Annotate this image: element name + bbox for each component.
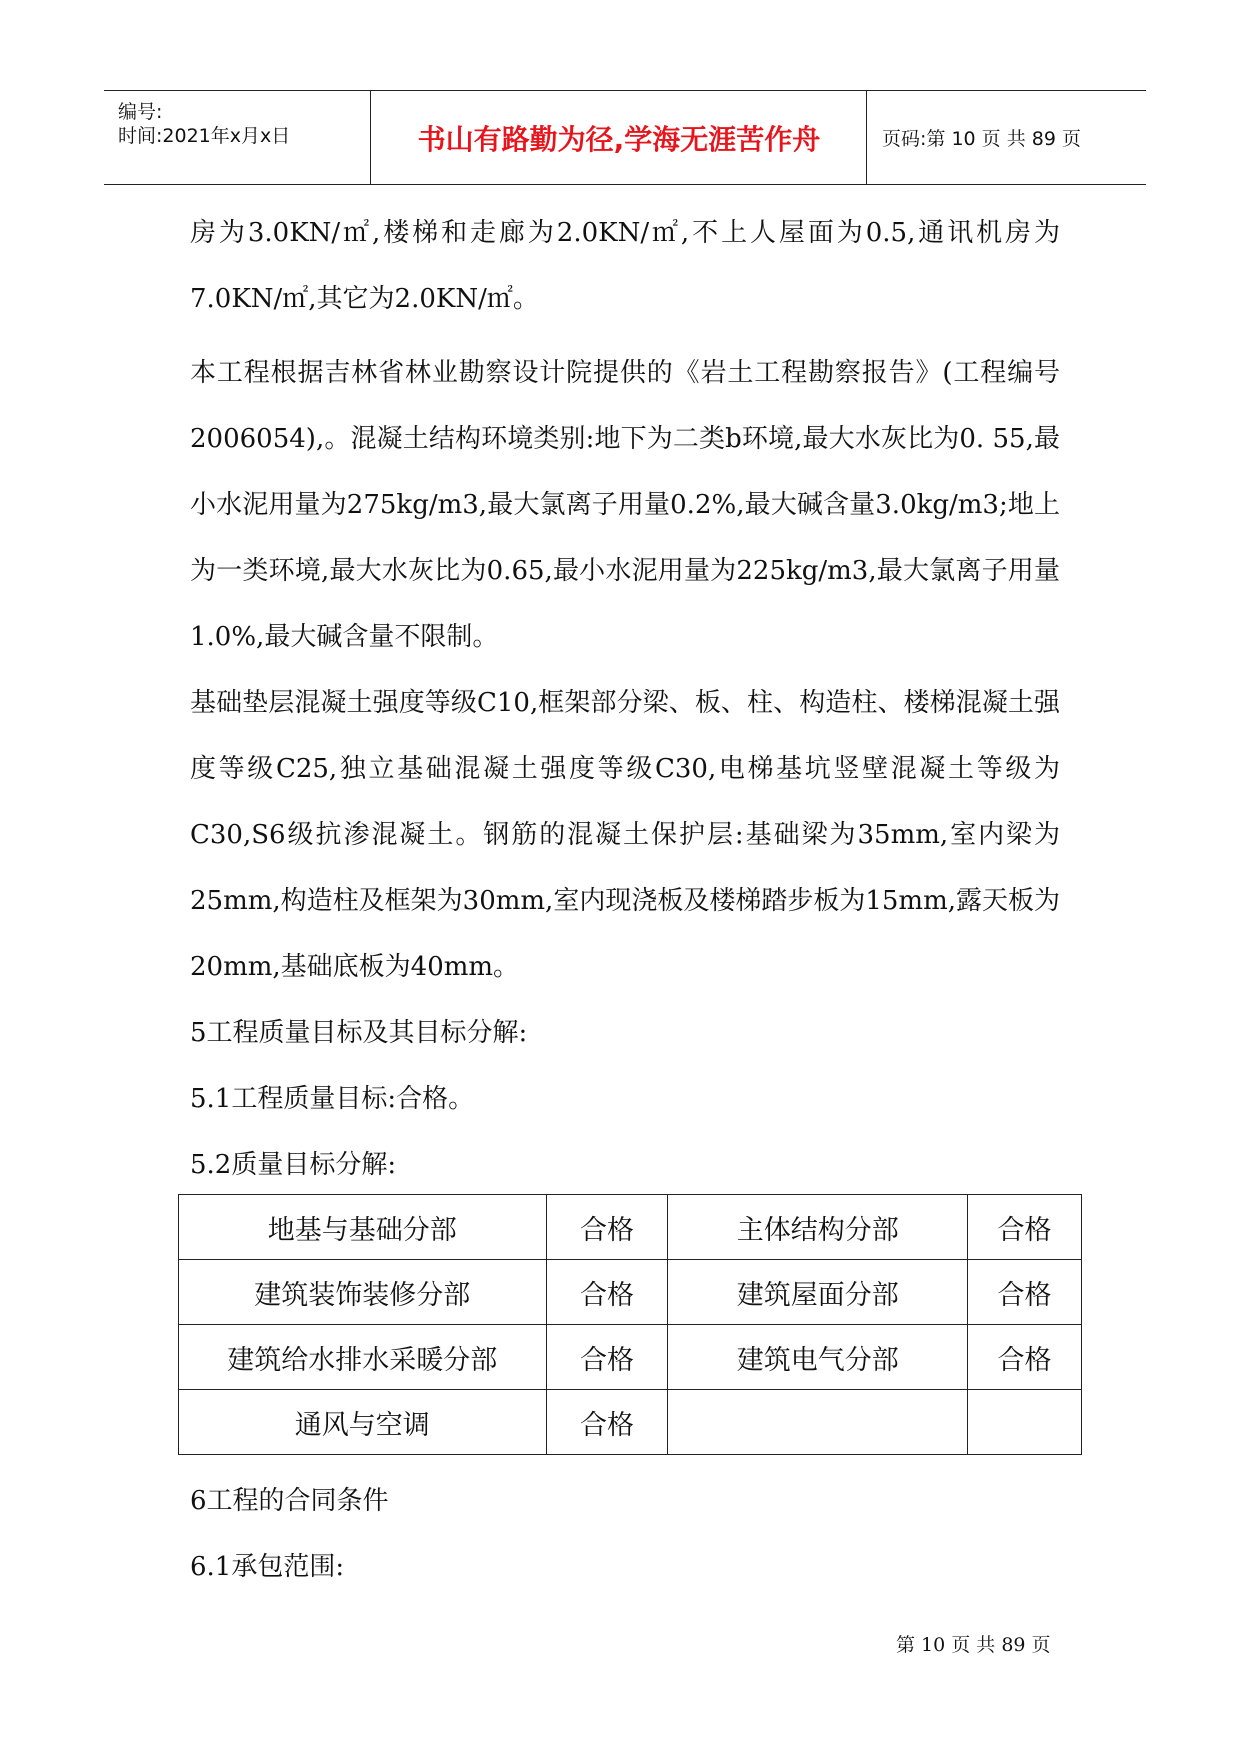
table-row [179, 1195, 1082, 1260]
page-header [104, 90, 1146, 185]
paragraph-load-values: 房为3.0KN/㎡,楼梯和走廊为2.0KN/㎡,不上人屋面为0.5,通讯机房为7.0KN/㎡,其它为2.0KN/㎡。 [190, 218, 1060, 314]
table-cell: 合格 [546, 1390, 668, 1455]
table-cell: 地基与基础分部 [179, 1195, 547, 1260]
heading-5-2: 5.2质量目标分解: [190, 1150, 397, 1180]
table-cell: 合格 [968, 1325, 1082, 1390]
table-row [179, 1260, 1082, 1325]
table-cell: 合格 [546, 1260, 668, 1325]
table-cell: 建筑屋面分部 [668, 1260, 968, 1325]
table-cell: 合格 [546, 1325, 668, 1390]
table-cell: 合格 [546, 1195, 668, 1260]
header-page-label: 页码:第 10 页 共 89 页 [882, 128, 1081, 150]
table-cell [968, 1390, 1082, 1455]
heading-5-1: 5.1工程质量目标:合格。 [190, 1084, 475, 1114]
header-meta-cell [104, 91, 371, 184]
number-label: 编号: [118, 101, 163, 123]
time-label: 时间:2021年x月x日 [118, 125, 291, 147]
table-cell: 合格 [968, 1260, 1082, 1325]
header-motto: 书山有路勤为径,学海无涯苦作舟 [372, 91, 867, 184]
table-cell: 合格 [968, 1195, 1082, 1260]
quality-target-table [178, 1194, 1082, 1455]
table-cell [668, 1390, 968, 1455]
page-footer: 第 10 页 共 89 页 [896, 1634, 1051, 1656]
table-cell: 建筑给水排水采暖分部 [179, 1325, 547, 1390]
heading-6: 6工程的合同条件 [190, 1486, 389, 1516]
heading-6-1: 6.1承包范围: [190, 1552, 345, 1582]
table-cell: 建筑装饰装修分部 [179, 1260, 547, 1325]
table-cell: 建筑电气分部 [668, 1325, 968, 1390]
paragraph-concrete-grade: 基础垫层混凝土强度等级C10,框架部分梁、板、柱、构造柱、楼梯混凝土强度等级C25,独立基础混凝土强度等级C30,电梯基坑竖壁混凝土等级为C30,S6级抗渗混凝土。钢筋的混凝土保护层:基础梁为35mm,室内梁为25mm,构造柱及框架为30mm,室内现浇板及楼梯踏步板为15mm,露天板为20mm,基础底板为40mm。 [190, 688, 1060, 982]
heading-5: 5工程质量目标及其目标分解: [190, 1018, 528, 1048]
table-cell: 主体结构分部 [668, 1195, 968, 1260]
table-row [179, 1325, 1082, 1390]
paragraph-environment: 本工程根据吉林省林业勘察设计院提供的《岩土工程勘察报告》(工程编号2006054),。混凝土结构环境类别:地下为二类b环境,最大水灰比为0. 55,最小水泥用量为275kg/m3,最大氯离子用量0.2%,最大碱含量3.0kg/m3;地上为一类环境,最大水灰比为0.65,最小水泥用量为225kg/m3,最大氯离子用量1.0%,最大碱含量不限制。 [190, 358, 1060, 652]
table-cell: 通风与空调 [179, 1390, 547, 1455]
table-row [179, 1390, 1082, 1455]
